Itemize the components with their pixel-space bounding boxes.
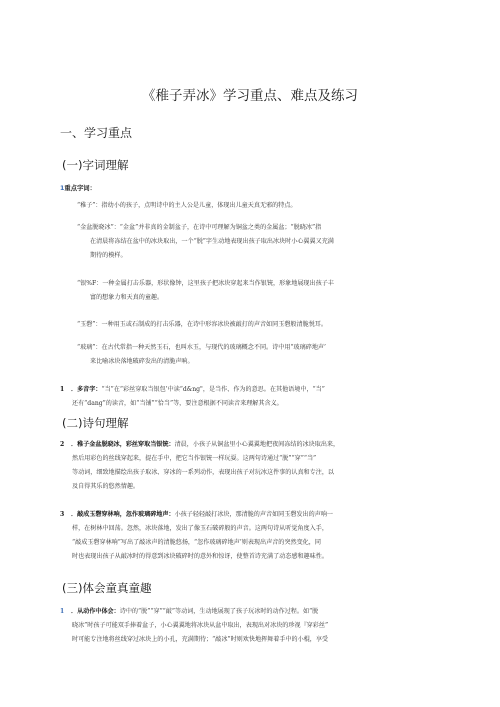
- section-heading-study-focus: 一、学习重点: [60, 126, 133, 140]
- key-words-label-text: 重点字词：: [64, 185, 96, 192]
- list-item-line: “当”在“彩丝穿取当银包’中读“d&ng"，是当作、作为的意思。在其他语境中，“当”: [101, 386, 325, 393]
- entry-line: 来比喻冰块落地破碎发出的清脆声响。: [90, 358, 194, 365]
- key-words-label: [60, 183, 96, 192]
- list-item-line: 清晨，小孩子从铜盆里小心翼翼地把夜间冻结的冰块取出来，: [174, 441, 340, 448]
- entry-zhizi: [77, 199, 429, 213]
- entry-yinzheng: [77, 277, 429, 305]
- list-item-number: 2: [60, 441, 65, 448]
- list-item-line: 然后用彩色的丝线穿起来，提在手中，把它当作银铳一样玩耍。这两句诗通过“脱”“穿”“当”: [72, 455, 317, 462]
- list-item-line: 及自得其乐的悠然情趣。: [72, 483, 140, 490]
- list-item-line: “敲成玉磬穿林响”写出了敲冰声的清脆悠扬，“忽作玻璃碎地声’则表现出声音的突然变化，同: [72, 539, 321, 546]
- list-item-line: 样，在树林中回荡。忽然，冰块落地，发出了像玉石破碎般的声音。这两句诗从听觉角度入手，: [72, 525, 328, 532]
- list-item-number: 1: [60, 608, 65, 615]
- list-item-line: 晓冰”时孩子可能双手捧着盆子，小心翼翼地将冰块从盆中取出，表现出对冰块的珍视『穿彩丝”: [72, 622, 329, 629]
- entry-line: 在清晨将冻结在盆中的冰块取出，一个“脱”字生动地表现出孩子取出冰块时小心翼翼又充满: [90, 238, 334, 245]
- key-words-label-number: 1: [60, 185, 65, 192]
- list-item-lead: ．敲成玉磬穿林响，忽作玻璃碎地声：: [71, 511, 175, 518]
- list-item-lead: ．多音字：: [71, 386, 102, 393]
- list-item-verse-1: [60, 438, 432, 494]
- list-item-line: 还有“dang”的读音，如“当铺”“恰当”等，要注意根据不同读音来理解其含义。: [72, 400, 283, 407]
- subheading-word-understanding: (一)字词理解: [62, 158, 129, 172]
- list-item-actions: [60, 605, 432, 647]
- list-item-number: 1: [60, 386, 65, 393]
- entry-yuqing: [77, 318, 429, 332]
- list-item-line: 等动词，细致地描绘出孩子取冰、穿冰的一系列动作，表现出孩子对玩冰这件事的认真和专注，以: [72, 469, 335, 476]
- list-item-line: 时可能专注地将丝线穿过冰块上的小孔，充满期待；“敲冰”时则欢快地挥舞着手中的小棍，享受: [72, 636, 329, 643]
- entry-line: “稚子”：指幼小的孩子，点明诗中的主人公是儿童，体现出儿童天真无邪的特点。: [77, 202, 297, 209]
- list-item-number: 3: [60, 511, 65, 518]
- entry-line: 富的想象力和天真的童趣。: [90, 294, 164, 301]
- document-title: 《稚子弄冰》学习重点、难点及练习: [142, 88, 358, 104]
- entry-boli: [77, 341, 429, 369]
- subheading-verse-understanding: (二)诗句理解: [62, 416, 129, 430]
- entry-line: “金盆脱晓冰”：“金盆”并非真的金制盆子，在诗中可理解为铜盆之类的金属盆；“脱晓冰”指: [77, 224, 322, 231]
- list-item-lead: ．从动作中体会：: [71, 608, 120, 615]
- subheading-childlike-fun: (三)体会童真童趣: [62, 581, 152, 595]
- list-item-verse-2: [60, 508, 432, 564]
- list-item-line: 时也表现出孩子从敲冰时的得意到冰块破碎时的意外和惊讶，使整首诗充满了动态感和趣味性。: [72, 553, 328, 560]
- entry-line: 期待的模样。: [90, 252, 127, 259]
- list-item-lead: ．稚子金盆脱晓冰，彩丝穿取当银铳：: [71, 441, 175, 448]
- list-item-polyphone: [60, 383, 432, 411]
- entry-line: “玉磬”：一种用玉或石制成的打击乐器，在诗中形容冰块被敲打的声音如同玉磬般清脆悦耳。: [77, 321, 327, 328]
- list-item-line: 诗中的“脱”“穿”“敲”等动词，生动地展现了孩子玩冰时的动作过程。如“脱: [119, 608, 319, 615]
- list-item-line: 小孩子轻轻敲打冰块，那清脆的声音如同玉磬发出的声响一: [174, 511, 334, 518]
- entry-line: “银%F：一种金属打击乐器，形状像钟，这里孩子把冰块穿起来当作银铳，形象地展现出孩子丰: [77, 280, 334, 287]
- entry-jinpen: [77, 221, 429, 263]
- entry-line: “玻璃”：在古代常指一种天然玉石，也叫水玉，与现代的玻璃概念不同。诗中用“玻璃碎地声’: [77, 344, 326, 351]
